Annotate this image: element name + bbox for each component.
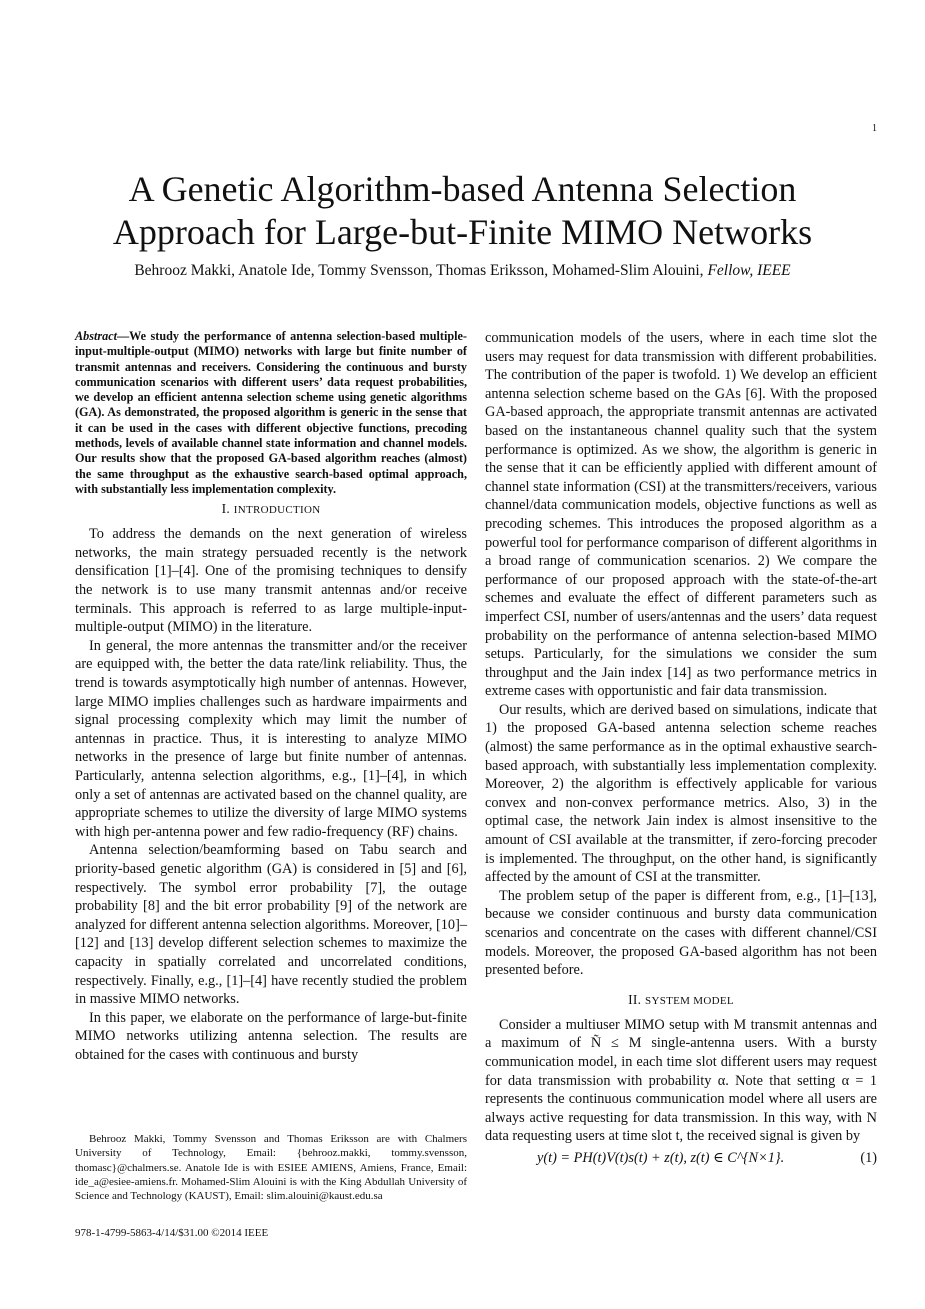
author-footnote: Behrooz Makki, Tommy Svensson and Thomas Eriksson are with Chalmers University of Technology, Email: {behrooz.makki, tommy.svensson, thomasc}@chalmers.se. Anatole Ide is with ESIEE AMIENS, Amiens, France, Email: ide_a@esiee-amiens.fr. Mohamed-Slim Alouini is with the King Abdullah University of Science and Technology (KAUST), Email: slim.alouini@kaust.edu.sa xyxy=(75,1133,467,1203)
left-column xyxy=(75,329,467,1064)
abstract-text: —We study the performance of antenna selection-based multiple-input-multiple-output (MIMO) networks with large but finite number of transmit antennas and receivers. Considering the continuous and bursty communication scenarios with different users’ data request probabilities, we develop an efficient antenna selection scheme using genetic algorithms (GA). As demonstrated, the proposed algorithm is generic in the sense that it can be used in the cases with different objective functions, precoding methods, levels of available channel state information and channel models. Our results show that the proposed GA-based algorithm reaches (almost) the same throughput as the exhaustive search-based optimal approach, with substantially less implementation complexity. xyxy=(75,329,467,496)
abstract-lead: Abstract xyxy=(75,329,117,343)
paper-title: A Genetic Algorithm-based Antenna Selection Approach for Large-but-Finite MIMO Networks xyxy=(112,169,813,252)
section-heading-introduction xyxy=(75,501,467,517)
equation-1 xyxy=(485,1148,877,1168)
paragraph: In this paper, we elaborate on the performance of large-but-finite MIMO networks utilizing antenna selection. The results are obtained for the cases with continuous and bursty xyxy=(75,1009,467,1063)
abstract xyxy=(75,329,467,497)
author-list xyxy=(60,262,865,280)
section-number: II. xyxy=(628,991,642,1007)
paragraph: Our results, which are derived based on simulations, indicate that 1) the proposed GA-based antenna selection scheme reaches (almost) the same performance as in the optimal exhaustive search-based approach, with substantially less implementation complexity. Moreover, 2) the algorithm is effectively applicable for various convex and non-convex performance metrics. Also, 3) in the optimal case, the network Jain index is almost insensitive to the amount of CSI available at the transmitter, if zero-forcing precoder is implemented. The throughput, on the other hand, is significantly affected by the amount of CSI at the transmitter. xyxy=(485,701,877,886)
page-number: 1 xyxy=(872,123,877,134)
equation-number: (1) xyxy=(860,1149,877,1166)
paragraph: Antenna selection/beamforming based on Tabu search and priority-based genetic algorithm (GA) is considered in [5] and [6], respectively. The symbol error probability [7], the outage probability [8] and the bit error probability [9] of the network are analyzed for different antenna selection algorithms. Moreover, [10]–[12] and [13] develop different selection schemes to maximize the capacity in spatially correlated and uncorrelated conditions, respectively. Finally, e.g., [1]–[4] have recently studied the problem in massive MIMO networks. xyxy=(75,842,467,1008)
section-title: INTRODUCTION xyxy=(233,504,321,517)
equation-formula: y(t) = PH(t)V(t)s(t) + z(t), z(t) ∈ C^{N×1}. xyxy=(537,1149,785,1166)
section-heading-system-model xyxy=(485,992,877,1008)
copyright-notice: 978-1-4799-5863-4/14/$31.00 ©2014 IEEE xyxy=(75,1227,269,1239)
author-names: Behrooz Makki, Anatole Ide, Tommy Svensson, Thomas Eriksson, Mohamed-Slim Alouini, xyxy=(134,262,704,279)
paragraph: Consider a multiuser MIMO setup with M transmit antennas and a maximum of Ñ ≤ M single-antenna users. With a bursty communication model, in each time slot different users may request for data transmission with probability α. Note that setting α = 1 represents the continuous communication model where all users are always active requesting for data transmission. In this way, with N data requesting users at time slot t, the received signal is given by xyxy=(485,1016,877,1145)
author-fellow: Fellow, IEEE xyxy=(707,262,791,279)
section-title: SYSTEM MODEL xyxy=(645,994,734,1007)
paragraph: communication models of the users, where in each time slot the users may request for data transmission with different probabilities. The contribution of the paper is twofold. 1) We develop an efficient antenna selection scheme based on the GAs [6]. With the proposed GA-based approach, the appropriate transmit antennas are activated based on the instantaneous channel quality such that the system performance is optimized. As we show, the algorithm is generic in the sense that it can be efficiently applied with different amount of channel state information (CSI) at the transmitters/receivers, various channel/data communication models, objective functions as well as precoding schemes. This introduces the proposed algorithm as a powerful tool for performance comparison of different algorithms in a broad range of communication scenarios. 2) We compare the performance of our proposed approach with the state-of-the-art schemes and evaluate the effect of different parameters such as imperfect CSI, number of users/antennas and the users’ data request probability on the performance of antenna selection-based MIMO setups. Particularly, for the simulations we consider the sum throughput and the Jain index [14] as two performance metrics in extreme cases with opportunistic and fair data transmission. xyxy=(485,330,877,700)
section-number: I. xyxy=(221,501,231,517)
paragraph: In general, the more antennas the transmitter and/or the receiver are equipped with, the better the data rate/link reliability. Thus, the trend is towards asymptotically high number of antennas. However, large MIMO implies challenges such as hardware impairments and signal processing complexity which may limit the number of antennas in practice. Thus, it is interesting to analyze MIMO networks in the presence of large but finite number of antennas. Particularly, antenna selection algorithms, e.g., [1]–[4], in which only a set of antennas are activated based on the channel quality, are appropriate schemes to utilize the diversity of large MIMO systems with high per-antenna power and few radio-frequency (RF) chains. xyxy=(75,637,467,840)
paragraph: To address the demands on the next generation of wireless networks, the main strategy persuaded recently is the network densification [1]–[4]. One of the promising techniques to densify the network is to use many transmit antennas and/or receive terminals. This approach is referred to as large multiple-input-multiple-output (MIMO) in the literature. xyxy=(75,526,467,636)
paragraph: The problem setup of the paper is different from, e.g., [1]–[13], because we consider continuous and bursty data communication scenarios and concentrate on the cases with different channel/CSI models. Moreover, the proposed GA-based algorithm has not been presented before. xyxy=(485,887,877,979)
right-column xyxy=(485,329,877,1168)
